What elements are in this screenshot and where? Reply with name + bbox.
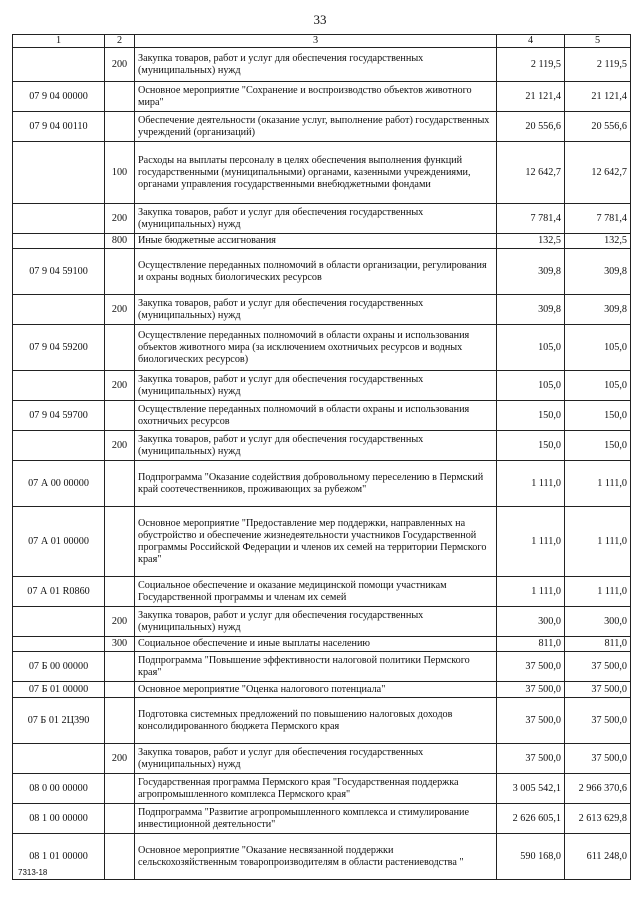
amount-year1-cell: 132,5 — [497, 234, 565, 249]
item-name-cell: Социальное обеспечение и оказание медицинской помощи участникам Государственной программы и членам их семей — [135, 577, 497, 607]
amount-year2-cell: 811,0 — [565, 637, 631, 652]
amount-year1-cell: 37 500,0 — [497, 698, 565, 744]
item-name-cell: Закупка товаров, работ и услуг для обеспечения государственных (муниципальных) нужд — [135, 48, 497, 82]
expense-type-cell: 200 — [105, 295, 135, 325]
amount-year2-cell: 611 248,0 — [565, 834, 631, 880]
expense-type-cell: 100 — [105, 142, 135, 204]
table-row — [13, 295, 631, 325]
target-code-cell: 07 А 00 00000 — [13, 461, 105, 507]
header-row — [13, 35, 631, 48]
page-number: 33 — [313, 12, 327, 27]
header-col-4: 4 — [497, 35, 565, 48]
amount-year2-cell: 105,0 — [565, 371, 631, 401]
amount-year2-cell: 21 121,4 — [565, 82, 631, 112]
amount-year1-cell: 1 111,0 — [497, 507, 565, 577]
expense-type-cell: 200 — [105, 431, 135, 461]
amount-year2-cell: 150,0 — [565, 401, 631, 431]
amount-year2-cell: 1 111,0 — [565, 507, 631, 577]
item-name-cell: Осуществление переданных полномочий в области охраны и использования объектов животного мира (за исключением охотничьих ресурсов и водных биологических ресурсов) — [135, 325, 497, 371]
table-row — [13, 204, 631, 234]
amount-year1-cell: 37 500,0 — [497, 652, 565, 682]
table-row — [13, 507, 631, 577]
target-code-cell — [13, 431, 105, 461]
amount-year1-cell: 20 556,6 — [497, 112, 565, 142]
expense-type-cell — [105, 507, 135, 577]
target-code-cell — [13, 744, 105, 774]
target-code-cell: 07 9 04 00110 — [13, 112, 105, 142]
amount-year1-cell: 590 168,0 — [497, 834, 565, 880]
amount-year1-cell: 3 005 542,1 — [497, 774, 565, 804]
table-row — [13, 682, 631, 698]
amount-year1-cell: 12 642,7 — [497, 142, 565, 204]
item-name-cell: Подпрограмма "Оказание содействия добровольному переселению в Пермский край соотечественников, проживающих за рубежом" — [135, 461, 497, 507]
amount-year2-cell: 2 119,5 — [565, 48, 631, 82]
table-row — [13, 804, 631, 834]
table-row — [13, 577, 631, 607]
expense-type-cell — [105, 804, 135, 834]
expense-type-cell — [105, 652, 135, 682]
amount-year2-cell: 2 613 629,8 — [565, 804, 631, 834]
item-name-cell: Основное мероприятие "Предоставление мер поддержки, направленных на обустройство и обеспечение жизнедеятельности участников Государственной программы Российской Федерации и членов их семей на территории Пермского края" — [135, 507, 497, 577]
expense-type-cell: 200 — [105, 371, 135, 401]
target-code-cell: 07 Б 01 2Ц390 — [13, 698, 105, 744]
expense-type-cell — [105, 461, 135, 507]
budget-table — [12, 34, 631, 880]
item-name-cell: Социальное обеспечение и иные выплаты населению — [135, 637, 497, 652]
item-name-cell: Расходы на выплаты персоналу в целях обеспечения выполнения функций государственными (муниципальными) органами, казенными учреждениями, органами управления государственными внебюджетными фондами — [135, 142, 497, 204]
target-code-cell — [13, 607, 105, 637]
expense-type-cell — [105, 249, 135, 295]
table-row — [13, 607, 631, 637]
amount-year2-cell: 309,8 — [565, 295, 631, 325]
target-code-cell: 07 А 01 R0860 — [13, 577, 105, 607]
target-code-cell: 07 9 04 59100 — [13, 249, 105, 295]
table-row — [13, 325, 631, 371]
item-name-cell: Закупка товаров, работ и услуг для обеспечения государственных (муниципальных) нужд — [135, 607, 497, 637]
amount-year1-cell: 150,0 — [497, 401, 565, 431]
expense-type-cell: 300 — [105, 637, 135, 652]
item-name-cell: Подпрограмма "Развитие агропромышленного комплекса и стимулирование инвестиционной деятельности" — [135, 804, 497, 834]
amount-year1-cell: 811,0 — [497, 637, 565, 652]
target-code-cell — [13, 371, 105, 401]
table-row — [13, 637, 631, 652]
table-row — [13, 249, 631, 295]
expense-type-cell — [105, 577, 135, 607]
expense-type-cell — [105, 401, 135, 431]
target-code-cell — [13, 142, 105, 204]
table-row — [13, 48, 631, 82]
item-name-cell: Обеспечение деятельности (оказание услуг, выполнение работ) государственных учреждений (организаций) — [135, 112, 497, 142]
item-name-cell: Иные бюджетные ассигнования — [135, 234, 497, 249]
amount-year2-cell: 1 111,0 — [565, 577, 631, 607]
table-row — [13, 744, 631, 774]
table-row — [13, 834, 631, 880]
table-row — [13, 371, 631, 401]
target-code-cell: 07 Б 00 00000 — [13, 652, 105, 682]
document-code: 7313-18 — [18, 868, 48, 877]
expense-type-cell — [105, 698, 135, 744]
item-name-cell: Закупка товаров, работ и услуг для обеспечения государственных (муниципальных) нужд — [135, 371, 497, 401]
amount-year2-cell: 105,0 — [565, 325, 631, 371]
amount-year2-cell: 37 500,0 — [565, 744, 631, 774]
target-code-cell — [13, 637, 105, 652]
amount-year2-cell: 7 781,4 — [565, 204, 631, 234]
target-code-cell: 08 1 01 00000 — [13, 834, 105, 880]
amount-year2-cell: 37 500,0 — [565, 652, 631, 682]
amount-year1-cell: 21 121,4 — [497, 82, 565, 112]
header-col-5: 5 — [565, 35, 631, 48]
item-name-cell: Основное мероприятие "Оказание несвязанной поддержки сельскохозяйственным товаропроизводителям в области растениеводства " — [135, 834, 497, 880]
expense-type-cell: 200 — [105, 744, 135, 774]
expense-type-cell: 800 — [105, 234, 135, 249]
item-name-cell: Осуществление переданных полномочий в области охраны и использования охотничьих ресурсов — [135, 401, 497, 431]
table-row — [13, 112, 631, 142]
target-code-cell: 08 1 00 00000 — [13, 804, 105, 834]
target-code-cell: 08 0 00 00000 — [13, 774, 105, 804]
expense-type-cell: 200 — [105, 607, 135, 637]
item-name-cell: Основное мероприятие "Сохранение и воспроизводство объектов животного мира" — [135, 82, 497, 112]
expense-type-cell — [105, 112, 135, 142]
amount-year1-cell: 1 111,0 — [497, 577, 565, 607]
target-code-cell: 07 9 04 59700 — [13, 401, 105, 431]
amount-year1-cell: 2 119,5 — [497, 48, 565, 82]
expense-type-cell — [105, 682, 135, 698]
target-code-cell: 07 9 04 59200 — [13, 325, 105, 371]
amount-year1-cell: 37 500,0 — [497, 682, 565, 698]
amount-year1-cell: 300,0 — [497, 607, 565, 637]
expense-type-cell — [105, 82, 135, 112]
table-row — [13, 234, 631, 249]
amount-year2-cell: 12 642,7 — [565, 142, 631, 204]
amount-year1-cell: 37 500,0 — [497, 744, 565, 774]
item-name-cell: Подготовка системных предложений по повышению налоговых доходов консолидированного бюджета Пермского края — [135, 698, 497, 744]
target-code-cell — [13, 48, 105, 82]
amount-year1-cell: 105,0 — [497, 325, 565, 371]
table-row — [13, 82, 631, 112]
table-row — [13, 401, 631, 431]
header-col-2: 2 — [105, 35, 135, 48]
expense-type-cell: 200 — [105, 204, 135, 234]
amount-year2-cell: 1 111,0 — [565, 461, 631, 507]
item-name-cell: Закупка товаров, работ и услуг для обеспечения государственных (муниципальных) нужд — [135, 744, 497, 774]
table-row — [13, 698, 631, 744]
item-name-cell: Закупка товаров, работ и услуг для обеспечения государственных (муниципальных) нужд — [135, 431, 497, 461]
item-name-cell: Государственная программа Пермского края "Государственная поддержка агропромышленного комплекса Пермского края" — [135, 774, 497, 804]
table-row — [13, 774, 631, 804]
expense-type-cell — [105, 774, 135, 804]
amount-year1-cell: 1 111,0 — [497, 461, 565, 507]
table-row — [13, 142, 631, 204]
table-row — [13, 652, 631, 682]
table-row — [13, 431, 631, 461]
target-code-cell — [13, 204, 105, 234]
amount-year1-cell: 309,8 — [497, 295, 565, 325]
item-name-cell: Подпрограмма "Повышение эффективности налоговой политики Пермского края" — [135, 652, 497, 682]
amount-year2-cell: 309,8 — [565, 249, 631, 295]
item-name-cell: Осуществление переданных полномочий в области организации, регулирования и охраны водных биологических ресурсов — [135, 249, 497, 295]
amount-year1-cell: 7 781,4 — [497, 204, 565, 234]
amount-year1-cell: 150,0 — [497, 431, 565, 461]
target-code-cell: 07 9 04 00000 — [13, 82, 105, 112]
expense-type-cell: 200 — [105, 48, 135, 82]
amount-year2-cell: 132,5 — [565, 234, 631, 249]
header-col-1: 1 — [13, 35, 105, 48]
item-name-cell: Основное мероприятие "Оценка налогового потенциала" — [135, 682, 497, 698]
amount-year2-cell: 150,0 — [565, 431, 631, 461]
target-code-cell: 07 Б 01 00000 — [13, 682, 105, 698]
amount-year2-cell: 20 556,6 — [565, 112, 631, 142]
item-name-cell: Закупка товаров, работ и услуг для обеспечения государственных (муниципальных) нужд — [135, 295, 497, 325]
amount-year2-cell: 37 500,0 — [565, 682, 631, 698]
target-code-cell — [13, 295, 105, 325]
header-col-3: 3 — [135, 35, 497, 48]
item-name-cell: Закупка товаров, работ и услуг для обеспечения государственных (муниципальных) нужд — [135, 204, 497, 234]
amount-year2-cell: 2 966 370,6 — [565, 774, 631, 804]
table-row — [13, 461, 631, 507]
amount-year1-cell: 2 626 605,1 — [497, 804, 565, 834]
amount-year2-cell: 37 500,0 — [565, 698, 631, 744]
amount-year1-cell: 105,0 — [497, 371, 565, 401]
target-code-cell — [13, 234, 105, 249]
expense-type-cell — [105, 834, 135, 880]
amount-year1-cell: 309,8 — [497, 249, 565, 295]
amount-year2-cell: 300,0 — [565, 607, 631, 637]
target-code-cell: 07 А 01 00000 — [13, 507, 105, 577]
expense-type-cell — [105, 325, 135, 371]
